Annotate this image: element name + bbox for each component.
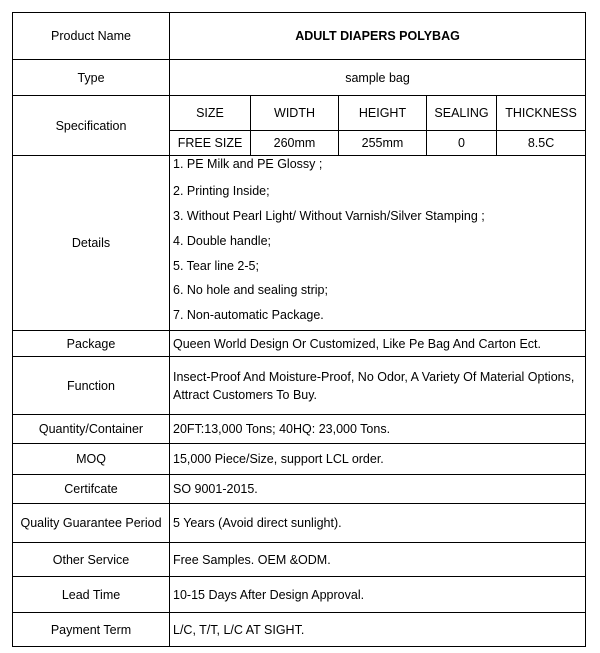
row-certificate <box>13 475 586 504</box>
spec-value-height: 255mm <box>339 131 427 156</box>
details-label: Details <box>13 156 170 331</box>
other-service-label: Other Service <box>13 543 170 577</box>
details-item: 5. Tear line 2-5; <box>173 258 259 273</box>
spec-value-size: FREE SIZE <box>170 131 251 156</box>
row-product-name <box>13 13 586 60</box>
row-details <box>13 156 586 331</box>
spec-value-width: 260mm <box>251 131 339 156</box>
details-item: 1. PE Milk and PE Glossy ; <box>173 157 323 171</box>
product-name-label: Product Name <box>13 13 170 60</box>
moq-value: 15,000 Piece/Size, support LCL order. <box>170 444 586 475</box>
details-item: 3. Without Pearl Light/ Without Varnish/Silver Stamping ; <box>173 208 485 223</box>
product-name-value: ADULT DIAPERS POLYBAG <box>170 13 586 60</box>
details-item: 6. No hole and sealing strip; <box>173 283 328 298</box>
row-moq <box>13 444 586 475</box>
details-item: 4. Double handle; <box>173 233 271 248</box>
row-specification-headers <box>13 96 586 131</box>
row-quantity-container <box>13 415 586 444</box>
row-lead-time <box>13 577 586 613</box>
spec-header-sealing: SEALING <box>427 96 497 131</box>
quantity-container-value: 20FT:13,000 Tons; 40HQ: 23,000 Tons. <box>170 415 586 444</box>
spec-value-thickness: 8.5C <box>497 131 586 156</box>
spec-header-size: SIZE <box>170 96 251 131</box>
details-item: 7. Non-automatic Package. <box>173 308 324 323</box>
quality-guarantee-label: Quality Guarantee Period <box>13 504 170 543</box>
row-package <box>13 331 586 357</box>
lead-time-value: 10-15 Days After Design Approval. <box>170 577 586 613</box>
row-payment-term <box>13 613 586 647</box>
type-value: sample bag <box>170 60 586 96</box>
details-list <box>173 156 582 330</box>
row-other-service <box>13 543 586 577</box>
function-label: Function <box>13 357 170 415</box>
details-value <box>170 156 586 331</box>
quantity-container-label: Quantity/Container <box>13 415 170 444</box>
other-service-value: Free Samples. OEM &ODM. <box>170 543 586 577</box>
spec-header-height: HEIGHT <box>339 96 427 131</box>
row-function <box>13 357 586 415</box>
row-type <box>13 60 586 96</box>
type-label: Type <box>13 60 170 96</box>
package-label: Package <box>13 331 170 357</box>
package-value: Queen World Design Or Customized, Like Pe Bag And Carton Ect. <box>170 331 586 357</box>
moq-label: MOQ <box>13 444 170 475</box>
payment-term-label: Payment Term <box>13 613 170 647</box>
quality-guarantee-value: 5 Years (Avoid direct sunlight). <box>170 504 586 543</box>
row-quality-guarantee <box>13 504 586 543</box>
payment-term-value: L/C, T/T, L/C AT SIGHT. <box>170 613 586 647</box>
function-value: Insect-Proof And Moisture-Proof, No Odor, A Variety Of Material Options, Attract Customers To Buy. <box>170 357 586 415</box>
certificate-label: Certifcate <box>13 475 170 504</box>
spec-sheet <box>12 12 586 647</box>
spec-header-thickness: THICKNESS <box>497 96 586 131</box>
product-spec-table <box>12 12 586 647</box>
spec-value-sealing: 0 <box>427 131 497 156</box>
lead-time-label: Lead Time <box>13 577 170 613</box>
spec-header-width: WIDTH <box>251 96 339 131</box>
certificate-value: SO 9001-2015. <box>170 475 586 504</box>
specification-label: Specification <box>13 96 170 156</box>
details-item: 2. Printing Inside; <box>173 183 270 198</box>
